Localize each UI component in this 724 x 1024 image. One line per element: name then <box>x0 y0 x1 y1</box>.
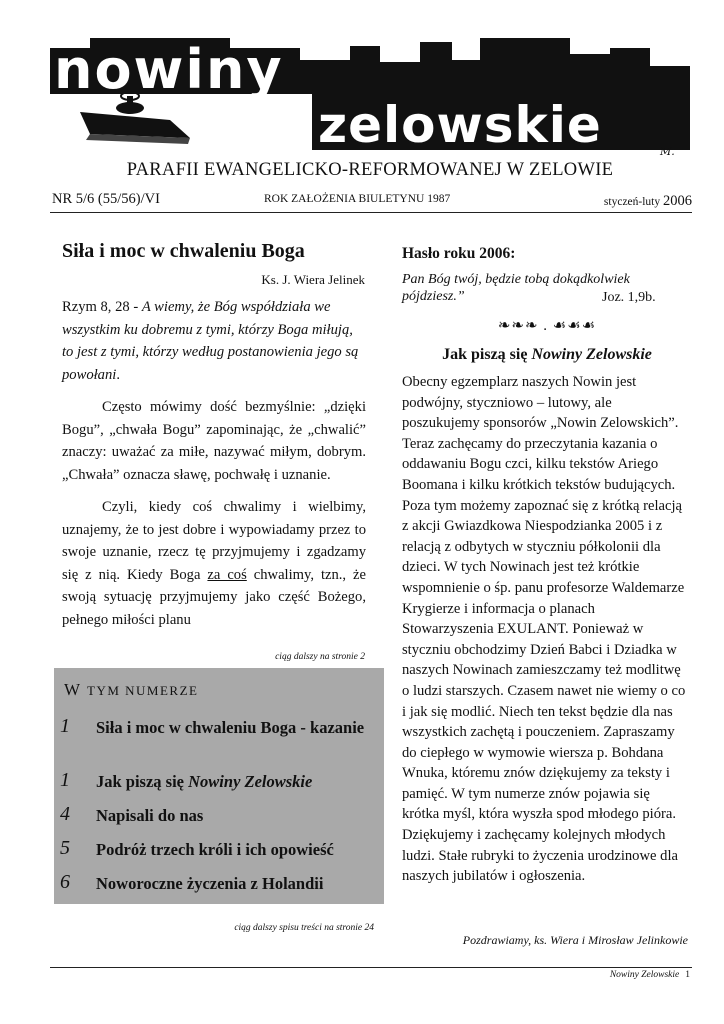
issue-number: NR 5/6 (55/56)/VI <box>52 191 160 207</box>
founded-year: ROK ZAŁOŻENIA BIULETYNU 1987 <box>264 193 451 205</box>
page-footer <box>50 970 690 980</box>
page-number: 1 <box>685 970 690 980</box>
toc-item-title: Napisali do nas <box>96 806 204 825</box>
section-body: Obecny egzemplarz naszych Nowin jest podwójny, styczniowo – lutowy, ale poszukujemy sponsorów „Nowin Zelowskich”. Teraz zachęcamy do przeczytania kazania o oddawaniu Bogu czci, kilku tekstów Ariego Boomana i kilku krótkich tekstów budujących. Poza tym możemy zapoznać się z krótką relacją z akcji Gwiazdkowa Niespodzianka 2005 i z relacją z odbytych w styczniu półkolonii dla dzieci. W tych Nowinach jest też krótkie wspomnienie o śp. panu profesorze Waldemarze Krygierze i informacja o planach Stowarzyszenia EXULANT. Ponieważ w styczniu obchodzimy Dzień Babci i Dziadka w naszych Nowinach zamieszczamy też modlitwę o ludzi starszych. Czasem nawet nie wiemy o co i jak się modlić. Niech ten tekst będzie dla nas wszystkich zachętą i pouczeniem. Zapraszamy do ciepłego w wymowie wiersza p. Bohdana Wnuka, któremu znów dziękujemy za teksty i pamięć. W tym numerze znów pojawia się krótka myśl, która wyszła spod młodego pióra. Dziękujemy i zachęcamy kolejnych młodych ludzi. Stałe rubryki to życzenia urodzinowe dla naszych jubilatów i ogłoszenia. <box>402 374 686 885</box>
footer-rule <box>50 967 692 968</box>
parish-name: PARAFII EWANGELICKO-REFORMOWANEJ W ZELOWIE <box>126 160 614 180</box>
article-title: Siła i moc w chwaleniu Boga <box>62 240 305 262</box>
table-of-contents <box>54 668 384 904</box>
logo-signature: M. <box>660 145 675 156</box>
article-paragraph-1: Często mówimy dość bezmyślnie: „dzięki Bogu”, „chwała Bogu” zapominając, że „chwalić” znaczy: uważać za miłe, nazywać miłym, dobrym. „Chwała” oznacza sławę, pochwałę i uznanie. <box>62 399 366 483</box>
issue-date: styczeń-luty 2006 <box>603 193 692 209</box>
toc-item-page: 6 <box>60 871 70 893</box>
article-paragraph-2: Czyli, kiedy coś chwalimy i wielbimy, uznajemy, że to jest dobre i wypowiadamy przez to swoje uznanie, rzecz tę przyjmujemy i zgadzamy się z nią. Kiedy Boga za coś chwalimy, tzn., że swoją sytuację przyjmujemy jako część Bożego, pełnego miłości planu <box>62 499 366 628</box>
toc-continued-link[interactable]: ciąg dalszy spisu treści na stronie 24 <box>234 923 374 933</box>
footer-title: Nowiny Zelowskie <box>609 970 680 980</box>
article-body <box>62 296 366 631</box>
article-author: Ks. J. Wiera Jelinek <box>261 272 365 287</box>
masthead-logo <box>50 38 690 156</box>
issue-info-row <box>52 191 692 211</box>
section-title: Jak piszą się Nowiny Zelowskie <box>442 346 652 363</box>
toc-item-title: Podróż trzech króli i ich opowieść <box>96 840 334 859</box>
article-continued-link[interactable]: ciąg dalszy na stronie 2 <box>275 652 365 662</box>
motto-title: Hasło roku 2006: <box>402 245 516 262</box>
motto-reference: Joz. 1,9b. <box>602 290 656 305</box>
toc-item-page: 1 <box>60 715 70 737</box>
article-verse: Rzym 8, 28 - A wiemy, że Bóg współdziała we wszystkim ku dobremu z tymi, którzy Boga miłują, to jest z tymi, którzy według postanowienia jego są powołani. <box>62 299 359 383</box>
toc-item-page: 1 <box>60 769 70 791</box>
issue-year: 2006 <box>663 193 692 209</box>
ornament-divider: ❧❧❧ . ☙☙☙ <box>497 318 597 334</box>
toc-heading: W TYM NUMERZE <box>64 680 199 699</box>
toc-item-page: 5 <box>60 837 70 859</box>
section-greeting: Pozdrawiamy, ks. Wiera i Mirosław Jelinkowie <box>462 933 688 947</box>
motto-text: Pan Bóg twój, będzie tobą dokądkolwiek pójdziesz.” <box>402 272 630 304</box>
toc-item-title: Noworoczne życzenia z Holandii <box>96 874 324 893</box>
toc-item-title: Jak piszą się Nowiny Zelowskie <box>96 772 313 791</box>
header-rule <box>50 212 692 213</box>
toc-item-title: Siła i moc w chwaleniu Boga - kazanie <box>96 718 365 737</box>
toc-item-page: 4 <box>60 803 70 825</box>
logo-line2: zelowskie <box>318 96 602 154</box>
logo-line1: nowiny <box>54 38 284 101</box>
